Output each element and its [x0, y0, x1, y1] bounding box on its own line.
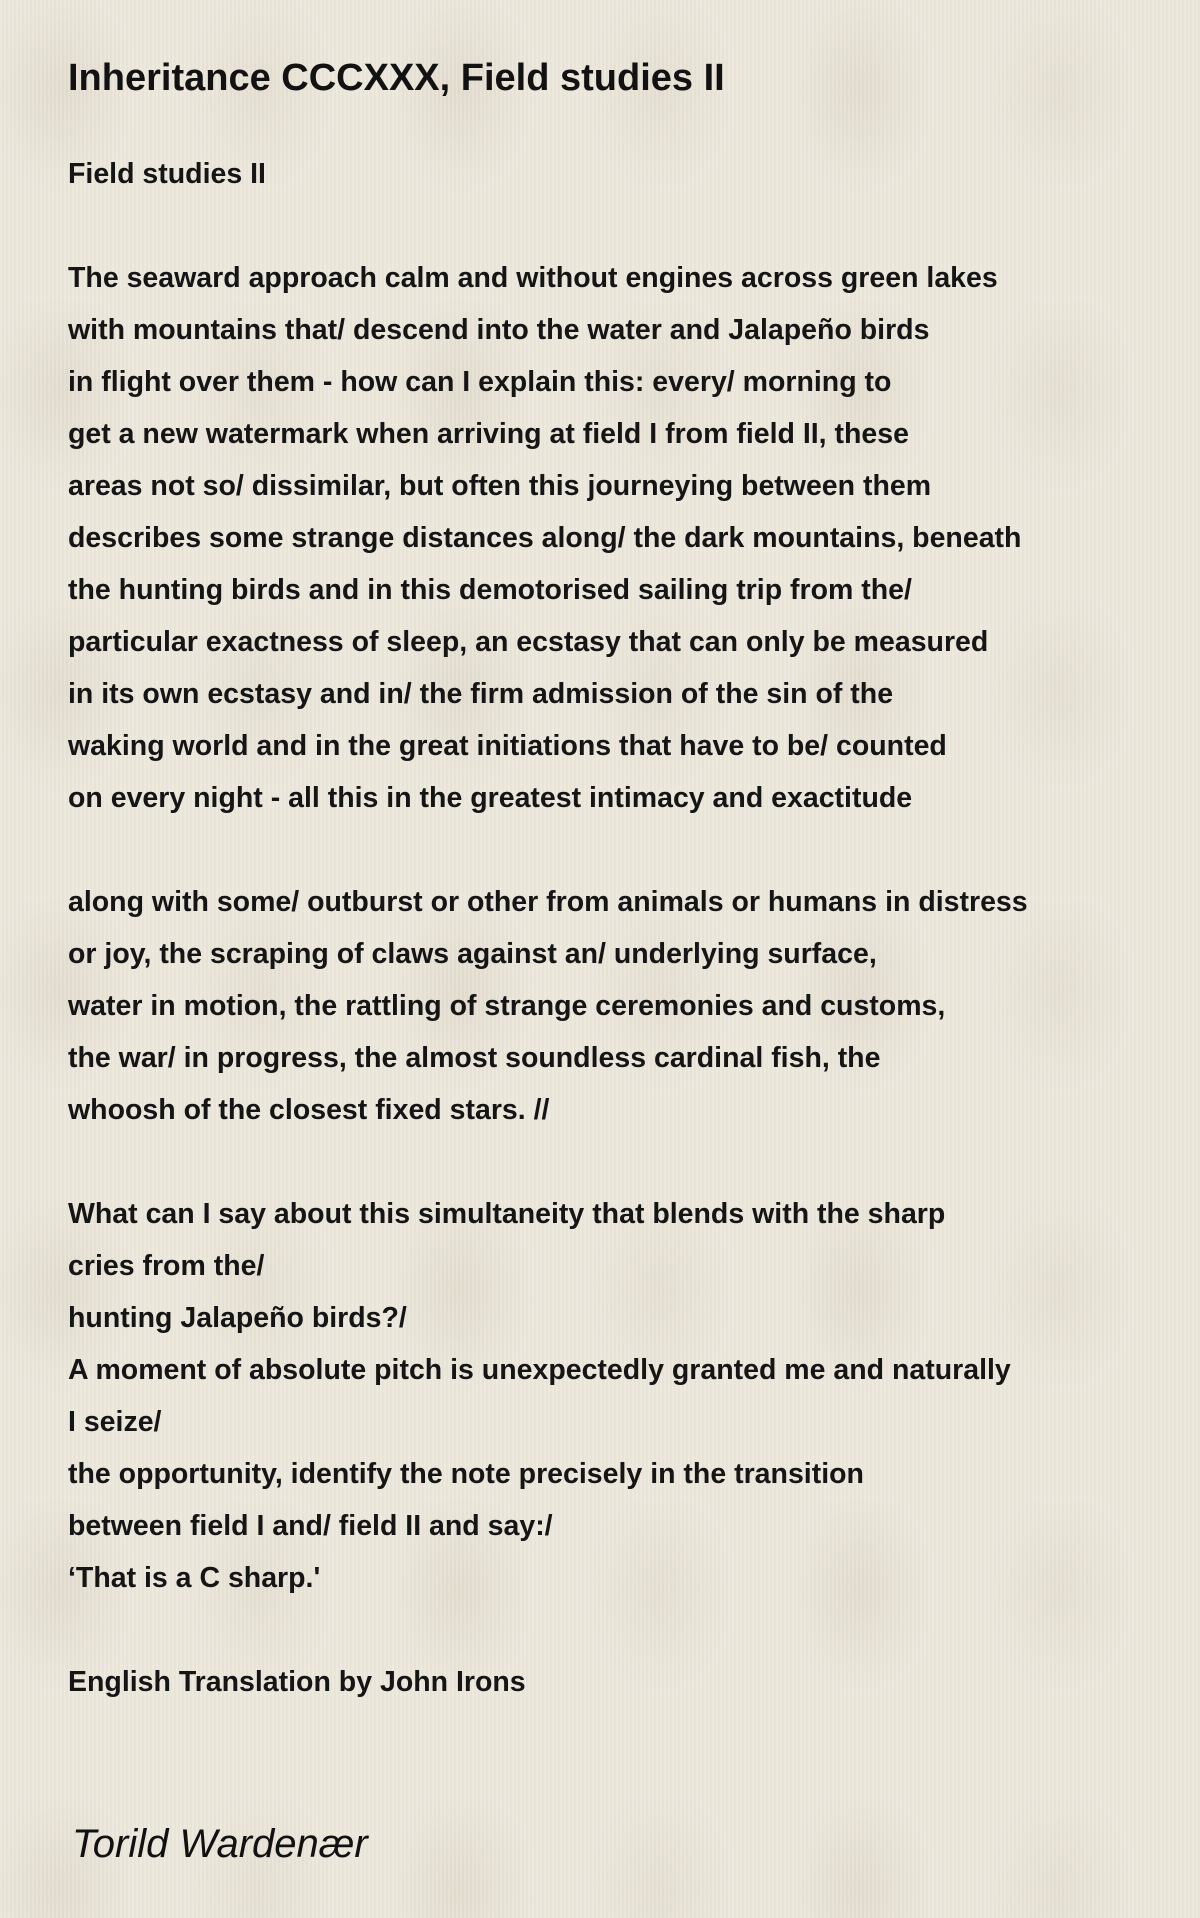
poem-line: in its own ecstasy and in/ the firm admission of the sin of the	[68, 678, 894, 710]
poem-title: Inheritance CCCXXX, Field studies II	[68, 57, 725, 99]
poem-line: areas not so/ dissimilar, but often this journeying between them	[68, 470, 932, 502]
poem-line: or joy, the scraping of claws against an/ underlying surface,	[68, 938, 877, 970]
poem-author: Torild Wardenær	[72, 1822, 368, 1866]
stanza-break	[68, 1604, 1168, 1656]
poem-body	[68, 148, 1168, 1708]
poem-line: What can I say about this simultaneity that blends with the sharp	[68, 1198, 946, 1230]
poem-subtitle: Field studies II	[68, 158, 266, 190]
poem-line: The seaward approach calm and without engines across green lakes	[68, 262, 998, 294]
poem-line: the hunting birds and in this demotorised sailing trip from the/	[68, 574, 912, 606]
stanza-break	[68, 824, 1168, 876]
poem-line: I seize/	[68, 1406, 162, 1438]
poem-line: cries from the/	[68, 1250, 265, 1282]
poem-line: get a new watermark when arriving at field I from field II, these	[68, 418, 909, 450]
stanza-break	[68, 1136, 1168, 1188]
poem-line: in flight over them - how can I explain this: every/ morning to	[68, 366, 892, 398]
poem-line: particular exactness of sleep, an ecstasy that can only be measured	[68, 626, 989, 658]
poem-line: whoosh of the closest fixed stars. //	[68, 1094, 550, 1126]
poem-line: between field I and/ field II and say:/	[68, 1510, 553, 1542]
poem-line: on every night - all this in the greatest intimacy and exactitude	[68, 782, 913, 814]
stanza-break	[68, 200, 1168, 252]
poem-line: hunting Jalapeño birds?/	[68, 1302, 407, 1334]
poem-line: with mountains that/ descend into the water and Jalapeño birds	[68, 314, 930, 346]
poem-line: along with some/ outburst or other from animals or humans in distress	[68, 886, 1028, 918]
poem-line: the war/ in progress, the almost soundless cardinal fish, the	[68, 1042, 881, 1074]
translation-credit: English Translation by John Irons	[68, 1666, 526, 1698]
poem-line: the opportunity, identify the note precisely in the transition	[68, 1458, 864, 1490]
poem-line: describes some strange distances along/ the dark mountains, beneath	[68, 522, 1022, 554]
poem-line: waking world and in the great initiations that have to be/ counted	[68, 730, 947, 762]
poem-line: ‘That is a C sharp.'	[68, 1562, 321, 1594]
poem-line: water in motion, the rattling of strange ceremonies and customs,	[68, 990, 946, 1022]
poem-line: A moment of absolute pitch is unexpectedly granted me and naturally	[68, 1354, 1011, 1386]
